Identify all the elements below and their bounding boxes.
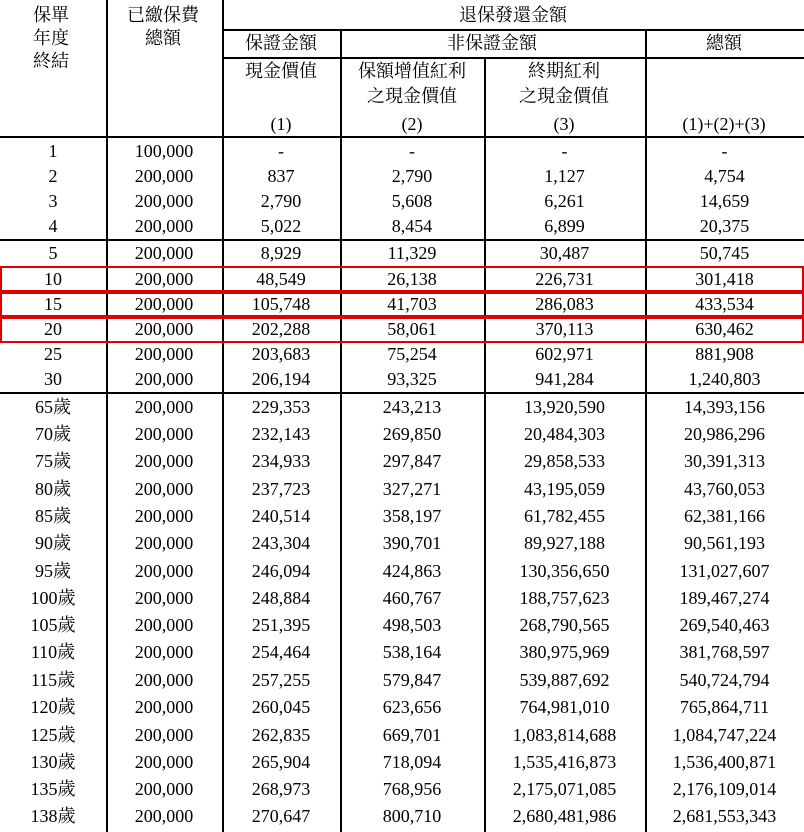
cell-terminal-bonus: 941,284 [535,369,594,389]
cell-total: 62,381,166 [684,506,765,526]
cell-total: 2,681,553,343 [672,806,777,826]
cell-total: 50,745 [699,243,750,263]
cell-policy-year: 85歲 [35,506,71,526]
cell-reversionary-bonus: 538,164 [382,642,442,662]
cell-paid-premium: 200,000 [134,806,194,826]
cell-policy-year: 10 [44,269,62,289]
cell-paid-premium: 200,000 [134,216,194,236]
cell-terminal-bonus: 2,680,481,986 [512,806,617,826]
cell-terminal-bonus: 1,127 [544,166,585,186]
cell-paid-premium: 200,000 [134,243,194,263]
cell-reversionary-bonus: 269,850 [382,424,442,444]
cell-terminal-bonus: 188,757,623 [519,588,610,608]
group-rule-1 [0,239,804,241]
cell-cash-value: 105,748 [251,294,311,314]
cell-total: 301,418 [695,269,754,289]
header-cash-value: 現金價值 [245,61,317,82]
cell-terminal-bonus: - [561,141,568,161]
cell-policy-year: 75歲 [35,451,71,471]
cell-terminal-bonus: 1,535,416,873 [512,752,617,772]
group-rule-2 [0,392,804,394]
cell-policy-year: 2 [48,166,58,186]
cell-reversionary-bonus: 460,767 [382,588,442,608]
header-paid-premium: 總額 [145,28,181,49]
cell-cash-value: 268,973 [251,779,311,799]
cell-total: 540,724,794 [679,670,770,690]
cell-reversionary-bonus: 718,094 [382,752,442,772]
highlight-box-year-20 [0,317,804,343]
cell-policy-year: 115歲 [30,670,76,690]
cell-total: 14,393,156 [684,397,765,417]
cell-total: 1,240,803 [688,369,761,389]
header-policy-year: 終結 [33,51,69,72]
cell-total: 43,760,053 [684,479,765,499]
cell-paid-premium: 100,000 [134,141,194,161]
cell-cash-value: 237,723 [251,479,311,499]
cell-total: 2,176,109,014 [672,779,777,799]
header-policy-year: 保單 [33,5,69,26]
cell-terminal-bonus: 226,731 [535,269,594,289]
cell-total: 765,864,711 [679,697,770,717]
cell-cash-value: 251,395 [251,615,311,635]
header-surrender-value: 退保發還金額 [459,5,567,26]
cell-reversionary-bonus: 297,847 [382,451,442,471]
cell-reversionary-bonus: - [409,141,415,161]
cell-policy-year: 90歲 [35,533,71,553]
cell-terminal-bonus: 6,899 [544,216,585,236]
cell-cash-value: 203,683 [251,344,311,364]
cell-policy-year: 5 [48,243,58,263]
column-divider [106,0,108,832]
cell-paid-premium: 200,000 [134,615,194,635]
cell-cash-value: 5,022 [260,216,302,236]
cell-terminal-bonus: 43,195,059 [524,479,605,499]
cell-terminal-bonus: 370,113 [535,319,594,339]
cell-reversionary-bonus: 93,325 [387,369,437,389]
header-rule-mid [222,57,804,59]
cell-total: 269,540,463 [679,615,770,635]
cell-reversionary-bonus: 8,454 [391,216,433,236]
cell-reversionary-bonus: 358,197 [382,506,442,526]
cell-total: 20,375 [699,216,750,236]
cell-reversionary-bonus: 768,956 [382,779,442,799]
cell-cash-value: 232,143 [251,424,311,444]
header-index-1: (1) [270,114,292,134]
cell-policy-year: 105歲 [30,615,76,635]
cell-paid-premium: 200,000 [134,424,194,444]
cell-cash-value: 202,288 [251,319,311,339]
cell-terminal-bonus: 130,356,650 [519,561,610,581]
header-index-total: (1)+(2)+(3) [682,114,766,134]
cell-total: 1,536,400,871 [672,752,777,772]
column-divider [340,29,342,832]
cell-paid-premium: 200,000 [134,670,194,690]
cell-total: 881,908 [695,344,754,364]
cell-paid-premium: 200,000 [134,561,194,581]
cell-cash-value: 270,647 [251,806,311,826]
header-terminal-bonus: 之現金價值 [519,86,609,107]
cell-paid-premium: 200,000 [134,344,194,364]
cell-paid-premium: 200,000 [134,642,194,662]
header-reversionary-bonus: 保額增值紅利 [358,61,466,82]
cell-reversionary-bonus: 2,790 [391,166,433,186]
highlight-box-year-10 [0,266,804,292]
cell-terminal-bonus: 6,261 [544,191,585,211]
cell-reversionary-bonus: 11,329 [387,243,437,263]
column-divider [222,0,224,832]
cell-reversionary-bonus: 623,656 [382,697,442,717]
header-index-2: (2) [401,114,423,134]
cell-policy-year: 100歲 [30,588,76,608]
cell-total: - [721,141,728,161]
cell-cash-value: 229,353 [251,397,311,417]
header-rule-top [222,29,804,31]
cell-reversionary-bonus: 800,710 [382,806,442,826]
cell-paid-premium: 200,000 [134,294,194,314]
cell-policy-year: 70歲 [35,424,71,444]
cell-total: 131,027,607 [679,561,770,581]
cell-paid-premium: 200,000 [134,369,194,389]
cell-reversionary-bonus: 498,503 [382,615,442,635]
cell-cash-value: 234,933 [251,451,311,471]
cell-policy-year: 1 [48,141,58,161]
column-divider [645,29,647,832]
cell-paid-premium: 200,000 [134,588,194,608]
cell-terminal-bonus: 61,782,455 [524,506,605,526]
cell-paid-premium: 200,000 [134,451,194,471]
cell-paid-premium: 200,000 [134,191,194,211]
cell-terminal-bonus: 1,083,814,688 [512,725,617,745]
header-non-guaranteed: 非保證金額 [447,33,537,54]
highlight-box-year-15 [0,292,804,317]
cell-cash-value: 262,835 [251,725,311,745]
header-index-3: (3) [553,114,575,134]
cell-reversionary-bonus: 58,061 [387,319,437,339]
cell-terminal-bonus: 764,981,010 [519,697,610,717]
cell-paid-premium: 200,000 [134,319,194,339]
cell-cash-value: 246,094 [251,561,311,581]
cell-reversionary-bonus: 75,254 [387,344,437,364]
cell-cash-value: 837 [267,166,295,186]
cell-cash-value: 248,884 [251,588,311,608]
cell-reversionary-bonus: 424,863 [382,561,442,581]
cell-policy-year: 120歲 [30,697,76,717]
cell-paid-premium: 200,000 [134,269,194,289]
cell-paid-premium: 200,000 [134,697,194,717]
cell-cash-value: 265,904 [251,752,311,772]
cell-total: 20,986,296 [684,424,765,444]
cell-policy-year: 125歲 [30,725,76,745]
cell-policy-year: 20 [44,319,62,339]
cell-paid-premium: 200,000 [134,166,194,186]
cell-policy-year: 95歲 [35,561,71,581]
cell-terminal-bonus: 602,971 [535,344,594,364]
header-reversionary-bonus: 之現金價值 [367,86,457,107]
cell-total: 30,391,313 [684,451,765,471]
cell-reversionary-bonus: 26,138 [387,269,437,289]
cell-terminal-bonus: 380,975,969 [519,642,610,662]
cell-policy-year: 3 [48,191,58,211]
cell-policy-year: 138歲 [30,806,76,826]
cell-total: 90,561,193 [684,533,765,553]
cell-paid-premium: 200,000 [134,397,194,417]
cell-terminal-bonus: 20,484,303 [524,424,605,444]
cell-total: 189,467,274 [679,588,770,608]
cell-policy-year: 25 [44,344,62,364]
cell-paid-premium: 200,000 [134,479,194,499]
cell-policy-year: 15 [44,294,62,314]
cell-paid-premium: 200,000 [134,725,194,745]
cell-total: 1,084,747,224 [672,725,777,745]
cell-cash-value: - [278,141,284,161]
cell-cash-value: 254,464 [251,642,311,662]
column-divider [484,57,486,832]
header-paid-premium: 已繳保費 [127,5,199,26]
cell-paid-premium: 200,000 [134,533,194,553]
cell-policy-year: 110歲 [30,642,76,662]
cell-reversionary-bonus: 41,703 [387,294,437,314]
cell-cash-value: 48,549 [256,269,306,289]
cell-cash-value: 8,929 [260,243,302,263]
cell-policy-year: 130歲 [30,752,76,772]
header-rule-bottom [0,136,804,138]
cell-total: 4,754 [704,166,745,186]
cell-cash-value: 240,514 [251,506,311,526]
cell-paid-premium: 200,000 [134,779,194,799]
cell-reversionary-bonus: 390,701 [382,533,442,553]
header-guaranteed: 保證金額 [245,33,317,54]
cell-terminal-bonus: 29,858,533 [524,451,605,471]
cell-policy-year: 65歲 [35,397,71,417]
cell-total: 433,534 [695,294,754,314]
cell-reversionary-bonus: 579,847 [382,670,442,690]
cell-terminal-bonus: 2,175,071,085 [512,779,617,799]
cell-terminal-bonus: 30,487 [539,243,590,263]
cell-policy-year: 80歲 [35,479,71,499]
header-terminal-bonus: 終期紅利 [528,61,600,82]
cell-total: 381,768,597 [679,642,770,662]
cell-policy-year: 4 [48,216,58,236]
cell-paid-premium: 200,000 [134,752,194,772]
cell-cash-value: 243,304 [251,533,311,553]
cell-reversionary-bonus: 669,701 [382,725,442,745]
cell-total: 630,462 [695,319,754,339]
cell-cash-value: 206,194 [251,369,311,389]
cell-reversionary-bonus: 243,213 [382,397,442,417]
cell-cash-value: 257,255 [251,670,311,690]
header-policy-year: 年度 [33,28,69,49]
cell-reversionary-bonus: 327,271 [382,479,442,499]
cell-reversionary-bonus: 5,608 [391,191,433,211]
cell-terminal-bonus: 268,790,565 [519,615,610,635]
cell-terminal-bonus: 89,927,188 [524,533,605,553]
cell-terminal-bonus: 13,920,590 [524,397,605,417]
cell-paid-premium: 200,000 [134,506,194,526]
cell-total: 14,659 [699,191,750,211]
cell-terminal-bonus: 286,083 [535,294,594,314]
cell-policy-year: 30 [44,369,62,389]
cell-cash-value: 2,790 [260,191,302,211]
header-total: 總額 [706,33,742,54]
cell-cash-value: 260,045 [251,697,311,717]
cell-policy-year: 135歲 [30,779,76,799]
cell-terminal-bonus: 539,887,692 [519,670,610,690]
